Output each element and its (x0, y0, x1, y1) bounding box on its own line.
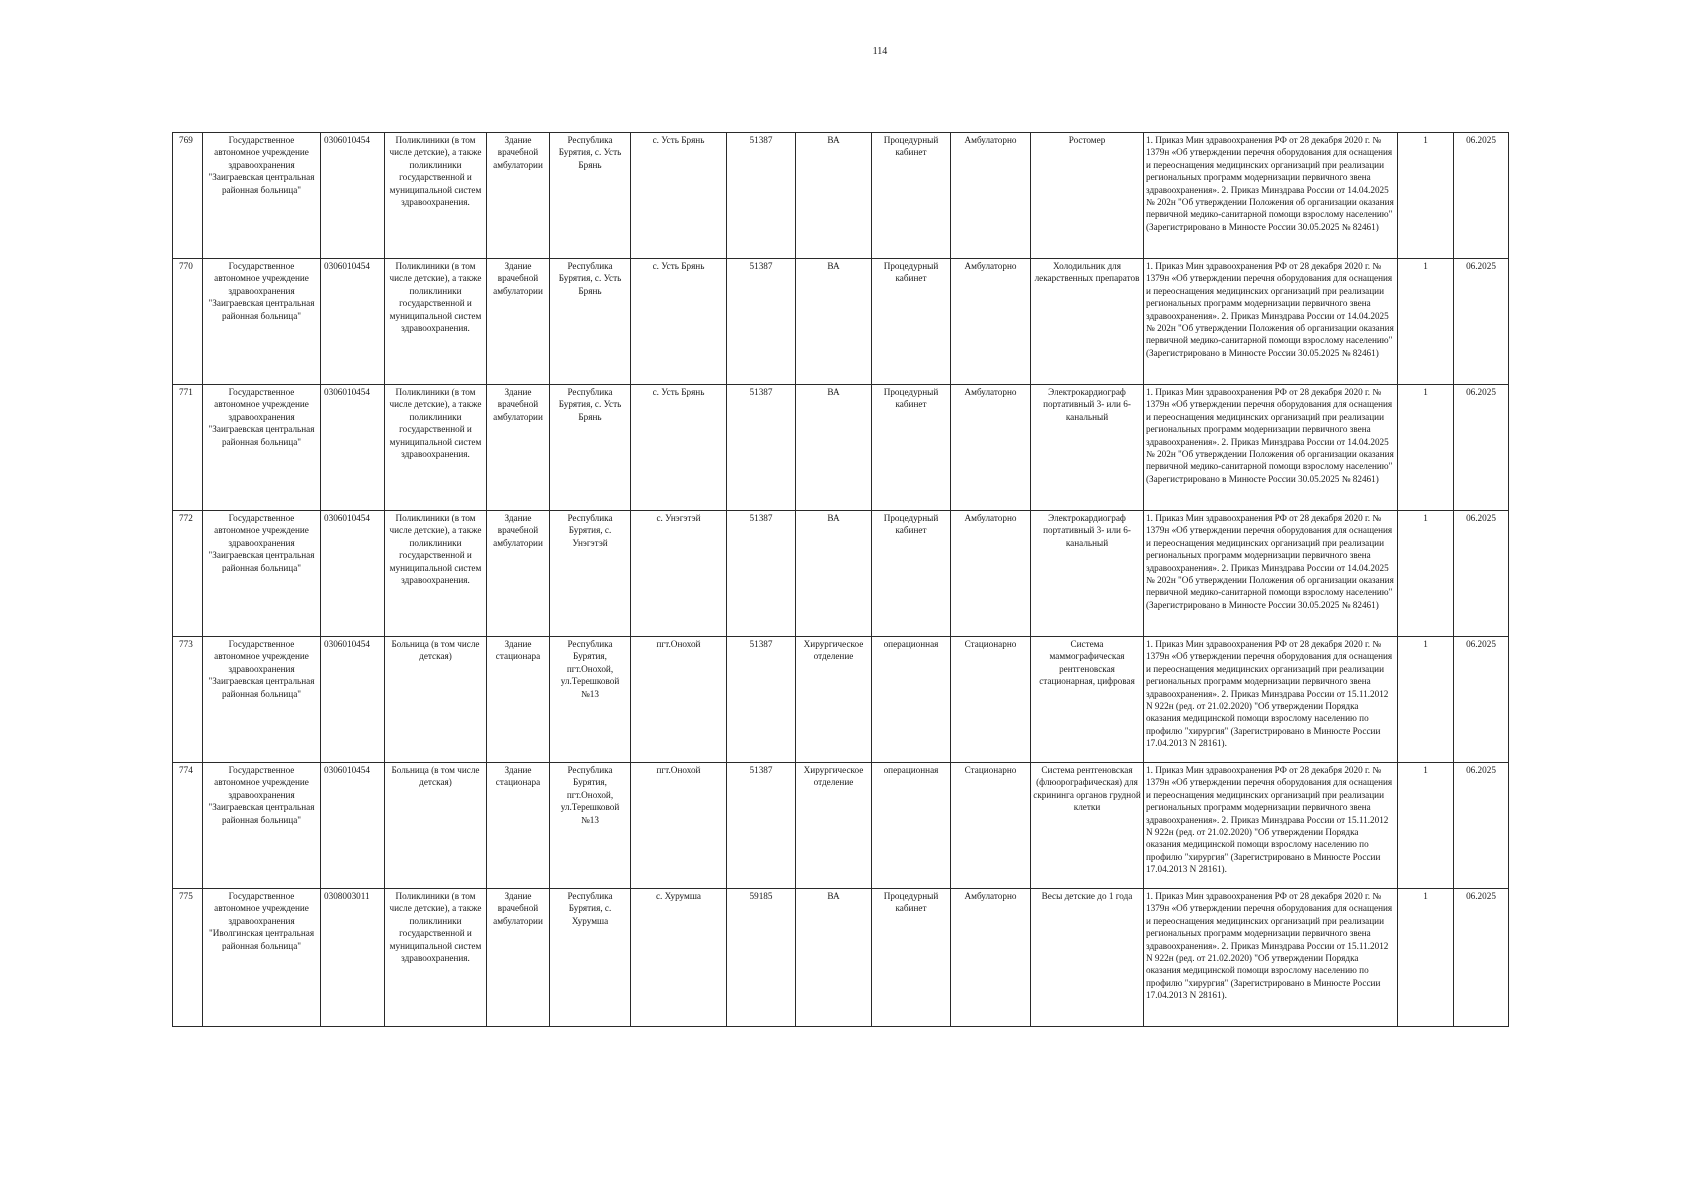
locality-code-cell: 51387 (727, 763, 796, 889)
department-cell: Хирургическое отделение (796, 763, 872, 889)
room-cell: Процедурный кабинет (872, 385, 951, 511)
organization-code-cell: 0306010454 (321, 763, 385, 889)
row-number-cell: 770 (173, 259, 203, 385)
address-cell: Республика Бурятия, с. Унэгэтэй (550, 511, 631, 637)
care-form-cell: Амбулаторно (951, 259, 1031, 385)
delivery-date-cell: 06.2025 (1454, 133, 1509, 259)
facility-type-cell: Поликлиники (в том числе детские), а также поликлиники государственной и муниципальной систем здравоохранения. (385, 259, 487, 385)
locality-cell: с. Усть Брянь (631, 259, 727, 385)
locality-code-cell: 51387 (727, 133, 796, 259)
organization-name-cell: Государственное автономное учреждение здравоохранения "Заиграевская центральная районная больница" (203, 763, 321, 889)
quantity-cell: 1 (1398, 889, 1454, 1027)
building-name-cell: Здание врачебной амбулатории (487, 385, 550, 511)
building-name-cell: Здание врачебной амбулатории (487, 511, 550, 637)
department-cell: ВА (796, 511, 872, 637)
department-cell: ВА (796, 133, 872, 259)
facility-type-cell: Больница (в том числе детская) (385, 637, 487, 763)
organization-code-cell: 0306010454 (321, 259, 385, 385)
building-name-cell: Здание стационара (487, 637, 550, 763)
building-name-cell: Здание стационара (487, 763, 550, 889)
care-form-cell: Амбулаторно (951, 133, 1031, 259)
organization-code-cell: 0306010454 (321, 133, 385, 259)
table-body (173, 133, 1509, 1027)
legal-basis-cell: 1. Приказ Мин здравоохранения РФ от 28 декабря 2020 г. № 1379н «Об утверждении перечня оборудования для оснащения и переоснащения медицинских организаций при реализации региональных программ модернизации первичного звена здравоохранения». 2. Приказ Минздрава России от 14.04.2025 № 202н "Об утверждении Положения об организации оказания первичной медико-санитарной помощи взрослому населению" (Зарегистрировано в Минюсте России 30.05.2025 № 82461) (1144, 259, 1398, 385)
facility-type-cell: Поликлиники (в том числе детские), а также поликлиники государственной и муниципальной систем здравоохранения. (385, 133, 487, 259)
locality-cell: с. Усть Брянь (631, 133, 727, 259)
department-cell: ВА (796, 385, 872, 511)
organization-name-cell: Государственное автономное учреждение здравоохранения "Заиграевская центральная районная больница" (203, 385, 321, 511)
care-form-cell: Амбулаторно (951, 511, 1031, 637)
equipment-name-cell: Электрокардиограф портативный 3- или 6-канальный (1031, 511, 1144, 637)
organization-name-cell: Государственное автономное учреждение здравоохранения "Иволгинская центральная районная больница" (203, 889, 321, 1027)
department-cell: ВА (796, 259, 872, 385)
care-form-cell: Стационарно (951, 637, 1031, 763)
locality-cell: с. Хурумша (631, 889, 727, 1027)
organization-name-cell: Государственное автономное учреждение здравоохранения "Заиграевская центральная районная больница" (203, 133, 321, 259)
locality-cell: с. Усть Брянь (631, 385, 727, 511)
room-cell: операционная (872, 637, 951, 763)
delivery-date-cell: 06.2025 (1454, 637, 1509, 763)
legal-basis-cell: 1. Приказ Мин здравоохранения РФ от 28 декабря 2020 г. № 1379н «Об утверждении перечня оборудования для оснащения и переоснащения медицинских организаций при реализации региональных программ модернизации первичного звена здравоохранения». 2. Приказ Минздрава России от 15.11.2012 N 922н (ред. от 21.02.2020) "Об утверждении Порядка оказания медицинской помощи взрослому населению по профилю "хирургия" (Зарегистрировано в Минюсте России 17.04.2013 N 28161). (1144, 889, 1398, 1027)
row-number-cell: 772 (173, 511, 203, 637)
organization-name-cell: Государственное автономное учреждение здравоохранения "Заиграевская центральная районная больница" (203, 511, 321, 637)
room-cell: Процедурный кабинет (872, 133, 951, 259)
locality-cell: с. Унэгэтэй (631, 511, 727, 637)
delivery-date-cell: 06.2025 (1454, 889, 1509, 1027)
equipment-name-cell: Система рентгеновская (флюорографическая) для скрининга органов грудной клетки (1031, 763, 1144, 889)
care-form-cell: Стационарно (951, 763, 1031, 889)
table-row (173, 133, 1509, 259)
room-cell: Процедурный кабинет (872, 889, 951, 1027)
quantity-cell: 1 (1398, 385, 1454, 511)
organization-name-cell: Государственное автономное учреждение здравоохранения "Заиграевская центральная районная больница" (203, 259, 321, 385)
locality-cell: пгт.Онохой (631, 637, 727, 763)
address-cell: Республика Бурятия, с. Хурумша (550, 889, 631, 1027)
table-row (173, 385, 1509, 511)
address-cell: Республика Бурятия, с. Усть Брянь (550, 133, 631, 259)
building-name-cell: Здание врачебной амбулатории (487, 259, 550, 385)
legal-basis-cell: 1. Приказ Мин здравоохранения РФ от 28 декабря 2020 г. № 1379н «Об утверждении перечня оборудования для оснащения и переоснащения медицинских организаций при реализации региональных программ модернизации первичного звена здравоохранения». 2. Приказ Минздрава России от 14.04.2025 № 202н "Об утверждении Положения об организации оказания первичной медико-санитарной помощи взрослому населению" (Зарегистрировано в Минюсте России 30.05.2025 № 82461) (1144, 511, 1398, 637)
organization-code-cell: 0306010454 (321, 511, 385, 637)
locality-code-cell: 51387 (727, 511, 796, 637)
locality-cell: пгт.Онохой (631, 763, 727, 889)
quantity-cell: 1 (1398, 763, 1454, 889)
organization-code-cell: 0308003011 (321, 889, 385, 1027)
table-row (173, 763, 1509, 889)
facility-type-cell: Поликлиники (в том числе детские), а также поликлиники государственной и муниципальной систем здравоохранения. (385, 385, 487, 511)
room-cell: Процедурный кабинет (872, 259, 951, 385)
department-cell: Хирургическое отделение (796, 637, 872, 763)
table-row (173, 259, 1509, 385)
equipment-name-cell: Электрокардиограф портативный 3- или 6-канальный (1031, 385, 1144, 511)
row-number-cell: 775 (173, 889, 203, 1027)
address-cell: Республика Бурятия, пгт.Онохой, ул.Терешковой №13 (550, 763, 631, 889)
page-number: 114 (872, 46, 888, 57)
organization-code-cell: 0306010454 (321, 637, 385, 763)
table-row (173, 889, 1509, 1027)
legal-basis-cell: 1. Приказ Мин здравоохранения РФ от 28 декабря 2020 г. № 1379н «Об утверждении перечня оборудования для оснащения и переоснащения медицинских организаций при реализации региональных программ модернизации первичного звена здравоохранения». 2. Приказ Минздрава России от 14.04.2025 № 202н "Об утверждении Положения об организации оказания первичной медико-санитарной помощи взрослому населению" (Зарегистрировано в Минюсте России 30.05.2025 № 82461) (1144, 133, 1398, 259)
department-cell: ВА (796, 889, 872, 1027)
quantity-cell: 1 (1398, 637, 1454, 763)
delivery-date-cell: 06.2025 (1454, 763, 1509, 889)
table-row (173, 511, 1509, 637)
room-cell: Процедурный кабинет (872, 511, 951, 637)
locality-code-cell: 51387 (727, 259, 796, 385)
building-name-cell: Здание врачебной амбулатории (487, 133, 550, 259)
row-number-cell: 774 (173, 763, 203, 889)
row-number-cell: 771 (173, 385, 203, 511)
delivery-date-cell: 06.2025 (1454, 259, 1509, 385)
equipment-name-cell: Система маммографическая рентгеновская стационарная, цифровая (1031, 637, 1144, 763)
delivery-date-cell: 06.2025 (1454, 385, 1509, 511)
organization-code-cell: 0306010454 (321, 385, 385, 511)
quantity-cell: 1 (1398, 511, 1454, 637)
organization-name-cell: Государственное автономное учреждение здравоохранения "Заиграевская центральная районная больница" (203, 637, 321, 763)
equipment-name-cell: Ростомер (1031, 133, 1144, 259)
room-cell: операционная (872, 763, 951, 889)
care-form-cell: Амбулаторно (951, 385, 1031, 511)
equipment-name-cell: Холодильник для лекарственных препаратов (1031, 259, 1144, 385)
equipment-registry-table (172, 132, 1509, 1027)
quantity-cell: 1 (1398, 259, 1454, 385)
legal-basis-cell: 1. Приказ Мин здравоохранения РФ от 28 декабря 2020 г. № 1379н «Об утверждении перечня оборудования для оснащения и переоснащения медицинских организаций при реализации региональных программ модернизации первичного звена здравоохранения». 2. Приказ Минздрава России от 15.11.2012 N 922н (ред. от 21.02.2020) "Об утверждении Порядка оказания медицинской помощи взрослому населению по профилю "хирургия" (Зарегистрировано в Минюсте России 17.04.2013 N 28161). (1144, 763, 1398, 889)
row-number-cell: 773 (173, 637, 203, 763)
facility-type-cell: Больница (в том числе детская) (385, 763, 487, 889)
quantity-cell: 1 (1398, 133, 1454, 259)
facility-type-cell: Поликлиники (в том числе детские), а также поликлиники государственной и муниципальной систем здравоохранения. (385, 511, 487, 637)
address-cell: Республика Бурятия, пгт.Онохой, ул.Терешковой №13 (550, 637, 631, 763)
legal-basis-cell: 1. Приказ Мин здравоохранения РФ от 28 декабря 2020 г. № 1379н «Об утверждении перечня оборудования для оснащения и переоснащения медицинских организаций при реализации региональных программ модернизации первичного звена здравоохранения». 2. Приказ Минздрава России от 14.04.2025 № 202н "Об утверждении Положения об организации оказания первичной медико-санитарной помощи взрослому населению" (Зарегистрировано в Минюсте России 30.05.2025 № 82461) (1144, 385, 1398, 511)
facility-type-cell: Поликлиники (в том числе детские), а также поликлиники государственной и муниципальной систем здравоохранения. (385, 889, 487, 1027)
row-number-cell: 769 (173, 133, 203, 259)
equipment-name-cell: Весы детские до 1 года (1031, 889, 1144, 1027)
locality-code-cell: 59185 (727, 889, 796, 1027)
table-row (173, 637, 1509, 763)
building-name-cell: Здание врачебной амбулатории (487, 889, 550, 1027)
legal-basis-cell: 1. Приказ Мин здравоохранения РФ от 28 декабря 2020 г. № 1379н «Об утверждении перечня оборудования для оснащения и переоснащения медицинских организаций при реализации региональных программ модернизации первичного звена здравоохранения». 2. Приказ Минздрава России от 15.11.2012 N 922н (ред. от 21.02.2020) "Об утверждении Порядка оказания медицинской помощи взрослому населению по профилю "хирургия" (Зарегистрировано в Минюсте России 17.04.2013 N 28161). (1144, 637, 1398, 763)
care-form-cell: Амбулаторно (951, 889, 1031, 1027)
address-cell: Республика Бурятия, с. Усть Брянь (550, 259, 631, 385)
locality-code-cell: 51387 (727, 637, 796, 763)
address-cell: Республика Бурятия, с. Усть Брянь (550, 385, 631, 511)
delivery-date-cell: 06.2025 (1454, 511, 1509, 637)
locality-code-cell: 51387 (727, 385, 796, 511)
